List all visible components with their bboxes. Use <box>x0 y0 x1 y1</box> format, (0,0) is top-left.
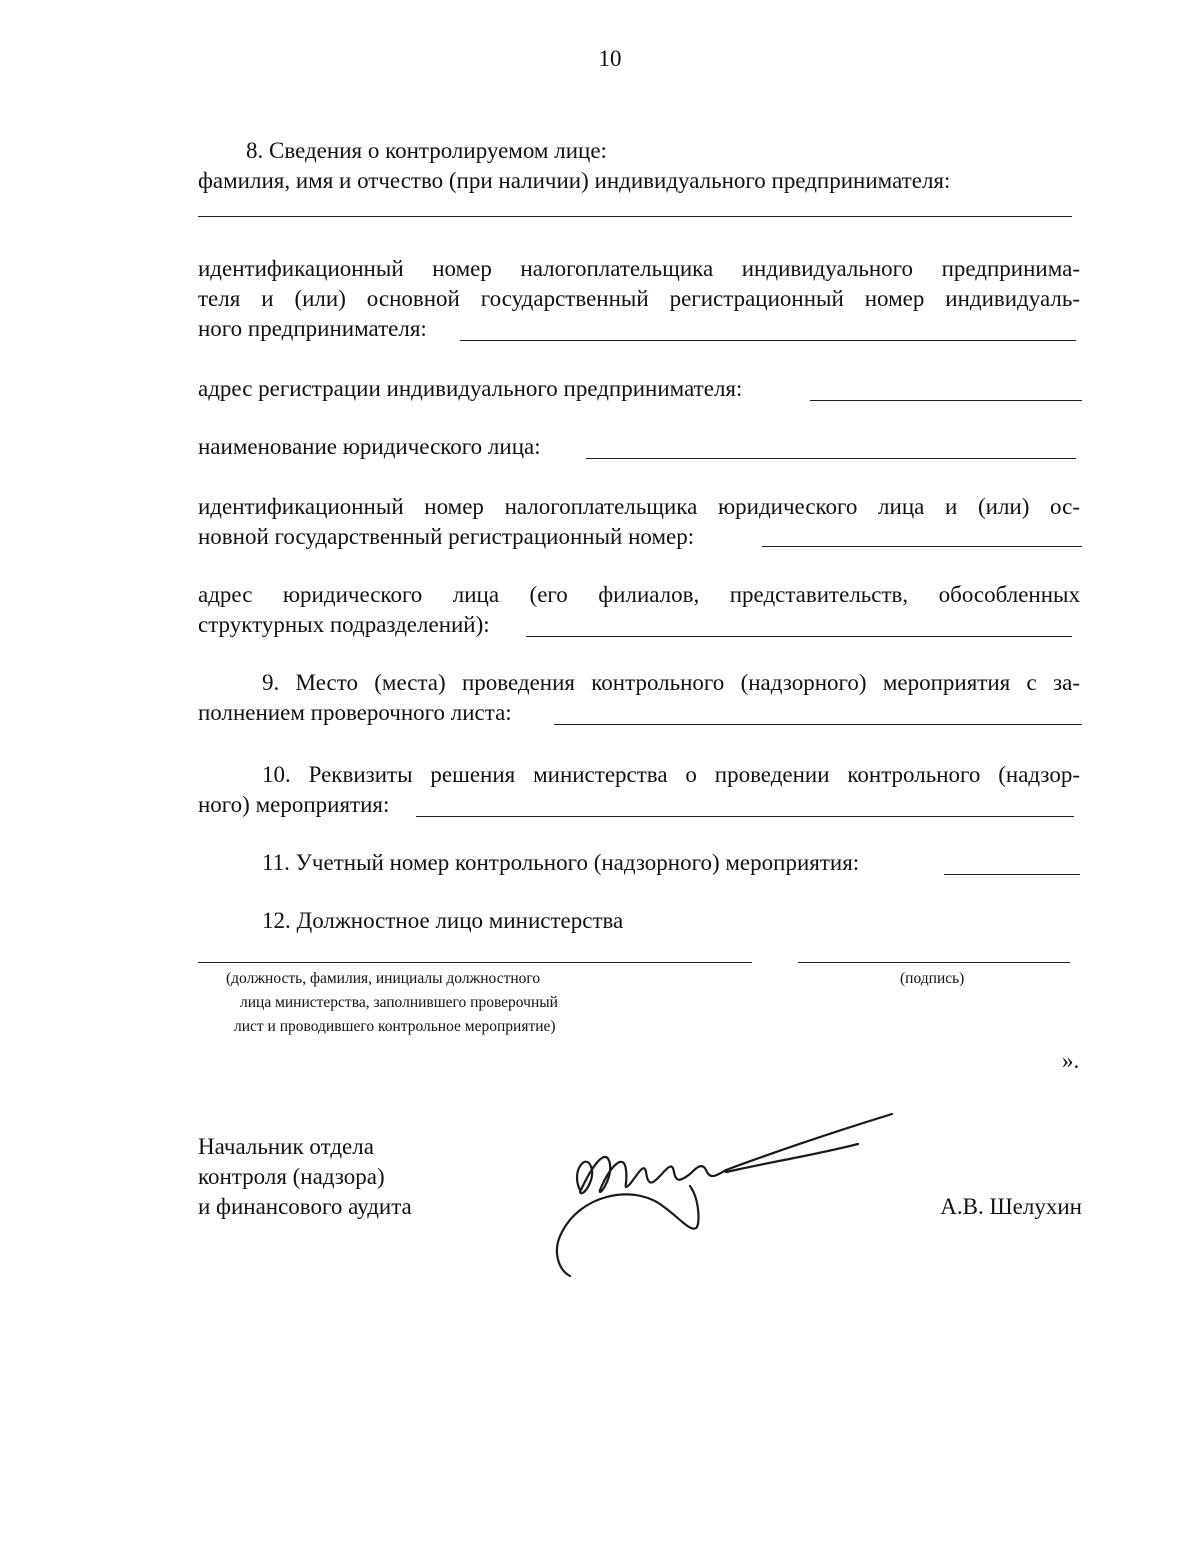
le-name-label: наименование юридического лица: <box>198 434 541 459</box>
signature-caption: (подпись) <box>900 970 965 987</box>
section8-heading: 8. Сведения о контролируемом лице: <box>246 138 607 163</box>
position-caption-line3: лист и проводившего контрольное мероприятие) <box>234 1018 556 1035</box>
le-name-fill-line[interactable] <box>586 458 1076 459</box>
closing-quote: ». <box>1062 1048 1080 1073</box>
ip-fio-label: фамилия, имя и отчество (при наличии) индивидуального предпринимателя: <box>198 168 951 193</box>
official-signature-fill-line[interactable] <box>798 962 1070 963</box>
le-address-fill-line[interactable] <box>526 636 1072 637</box>
le-inn-fill-line[interactable] <box>762 546 1082 547</box>
official-position-fill-line[interactable] <box>198 962 752 963</box>
ip-fio-fill-line[interactable] <box>198 216 1072 217</box>
section10-text-line2: ного) мероприятия: <box>198 792 390 817</box>
ip-address-label: адрес регистрации индивидуального предпринимателя: <box>198 376 743 401</box>
signatory-name: А.В. Шелухин <box>940 1194 1082 1219</box>
section9-text-line2: полнением проверочного листа: <box>198 700 512 725</box>
section10-text-line1: 10. Реквизиты решения министерства о проведении контрольного (надзор- <box>262 762 1080 787</box>
ip-address-fill-line[interactable] <box>810 400 1082 401</box>
signatory-title-line3: и финансового аудита <box>198 1194 412 1219</box>
ip-inn-fill-line[interactable] <box>460 340 1076 341</box>
ip-inn-text-line2: теля и (или) основной государственный регистрационный номер индивидуаль- <box>198 286 1080 311</box>
section12-label: 12. Должностное лицо министерства <box>262 908 624 933</box>
handwritten-signature <box>540 1100 920 1290</box>
section10-fill-line[interactable] <box>416 816 1074 817</box>
le-inn-text-line2: новной государственный регистрационный номер: <box>198 524 695 549</box>
section11-fill-line[interactable] <box>944 874 1080 875</box>
le-address-text-line2: структурных подразделений): <box>198 612 490 637</box>
position-caption-line1: (должность, фамилия, инициалы должностного <box>226 970 541 987</box>
le-inn-text-line1: идентификационный номер налогоплательщика юридического лица и (или) ос- <box>198 494 1080 519</box>
signatory-title-line1: Начальник отдела <box>198 1134 374 1159</box>
ip-inn-text-line1: идентификационный номер налогоплательщика индивидуального предпринима- <box>198 256 1080 281</box>
page-number: 10 <box>598 46 622 71</box>
section11-label: 11. Учетный номер контрольного (надзорного) мероприятия: <box>262 850 860 875</box>
section9-text-line1: 9. Место (места) проведения контрольного (надзорного) мероприятия с за- <box>262 670 1080 695</box>
le-address-text-line1: адрес юридического лица (его филиалов, представительств, обособленных <box>198 582 1080 607</box>
section9-fill-line[interactable] <box>554 724 1082 725</box>
position-caption-line2: лица министерства, заполнившего проверочный <box>240 994 558 1011</box>
ip-inn-text-line3: ного предпринимателя: <box>198 316 427 341</box>
signatory-title-line2: контроля (надзора) <box>198 1164 385 1189</box>
